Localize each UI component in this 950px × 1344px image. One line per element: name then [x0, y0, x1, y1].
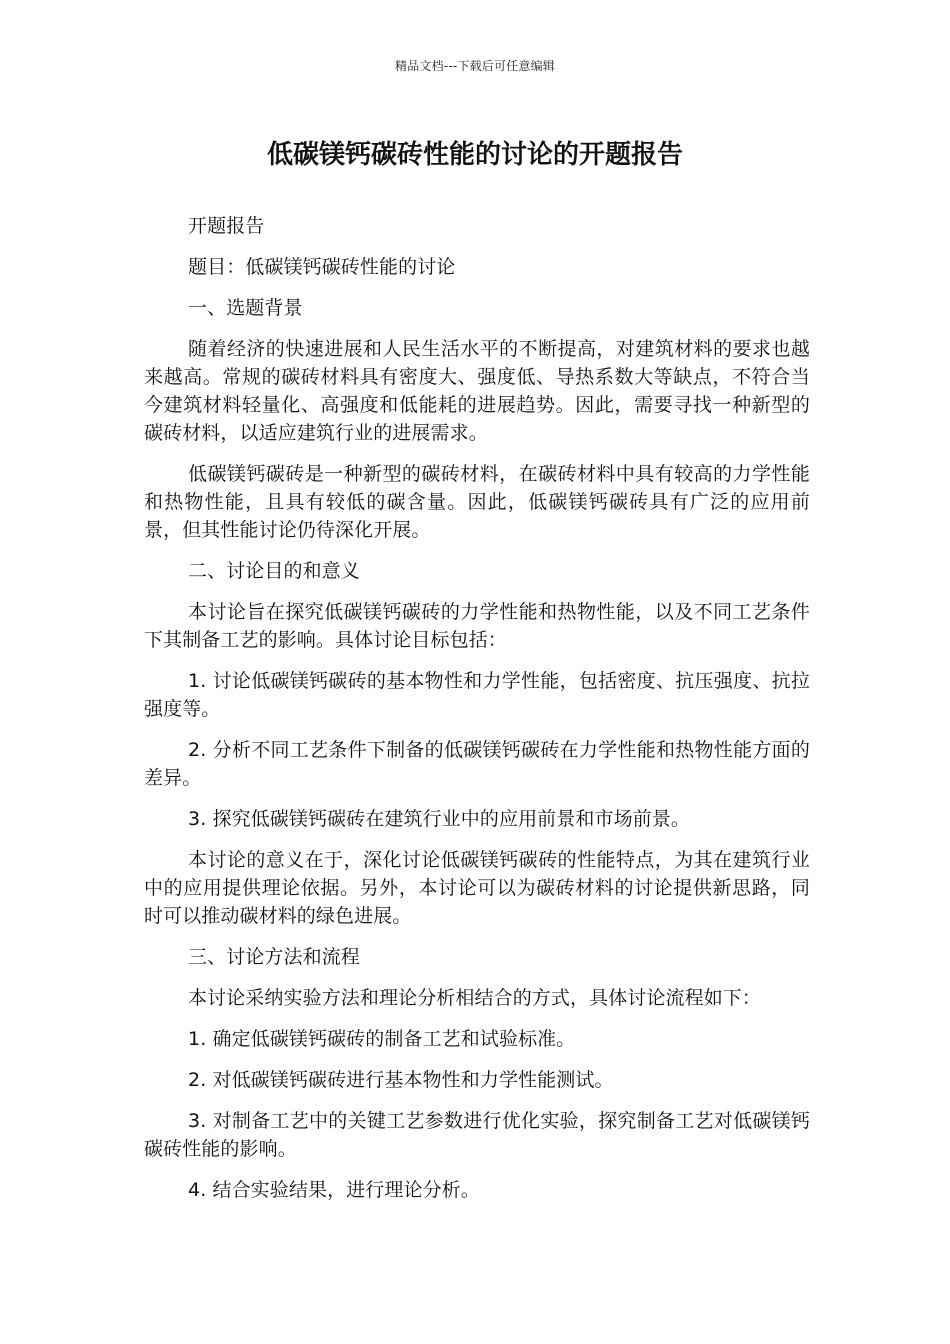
list-item-step-1: 1. 确定低碳镁钙碳砖的制备工艺和试验标准。 — [188, 1028, 576, 1050]
list-item-step-4: 4. 结合实验结果，进行理论分析。 — [188, 1179, 480, 1201]
section-heading-background: 一、选题背景 — [188, 297, 303, 319]
list-item-goal-1: 1. 讨论低碳镁钙碳砖的基本物性和力学性能，包括密度、抗压强度、抗拉强度等。 — [144, 670, 810, 720]
list-item-goal-3: 3. 探究低碳镁钙碳砖在建筑行业中的应用前景和市场前景。 — [188, 808, 690, 830]
list-item-step-2: 2. 对低碳镁钙碳砖进行基本物性和力学性能测试。 — [188, 1069, 614, 1091]
section-heading-methods: 三、讨论方法和流程 — [188, 946, 360, 968]
paragraph-purpose: 本讨论旨在探究低碳镁钙碳砖的力学性能和热物性能，以及不同工艺条件下其制备工艺的影响。具体讨论目标包括： — [144, 601, 810, 651]
header-note: 精品文档---下载后可任意编辑 — [395, 59, 555, 73]
document-title: 低碳镁钙碳砖性能的讨论的开题报告 — [266, 140, 683, 170]
list-item-goal-2: 2. 分析不同工艺条件下制备的低碳镁钙碳砖在力学性能和热物性能方面的差异。 — [144, 739, 810, 789]
paragraph-methods: 本讨论采纳实验方法和理论分析相结合的方式，具体讨论流程如下： — [188, 987, 762, 1009]
section-heading-purpose: 二、讨论目的和意义 — [188, 560, 360, 582]
list-item-step-3: 3. 对制备工艺中的关键工艺参数进行优化实验，探究制备工艺对低碳镁钙碳砖性能的影响。 — [144, 1110, 810, 1160]
paragraph-topic: 题目：低碳镁钙碳砖性能的讨论 — [188, 256, 456, 278]
paragraph-significance: 本讨论的意义在于，深化讨论低碳镁钙碳砖的性能特点，为其在建筑行业中的应用提供理论依据。另外，本讨论可以为碳砖材料的讨论提供新思路，同时可以推动碳材料的绿色进展。 — [144, 849, 810, 927]
document-body — [144, 212, 810, 1217]
paragraph-background-1: 随着经济的快速进展和人民生活水平的不断提高，对建筑材料的要求也越来越高。常规的碳砖材料具有密度大、强度低、导热系数大等缺点，不符合当今建筑材料轻量化、高强度和低能耗的进展趋势。因此，需要寻找一种新型的碳砖材料，以适应建筑行业的进展需求。 — [144, 338, 810, 444]
paragraph-report-label: 开题报告 — [188, 215, 265, 237]
paragraph-background-2: 低碳镁钙碳砖是一种新型的碳砖材料，在碳砖材料中具有较高的力学性能和热物性能，且具有较低的碳含量。因此，低碳镁钙碳砖具有广泛的应用前景，但其性能讨论仍待深化开展。 — [144, 463, 810, 541]
